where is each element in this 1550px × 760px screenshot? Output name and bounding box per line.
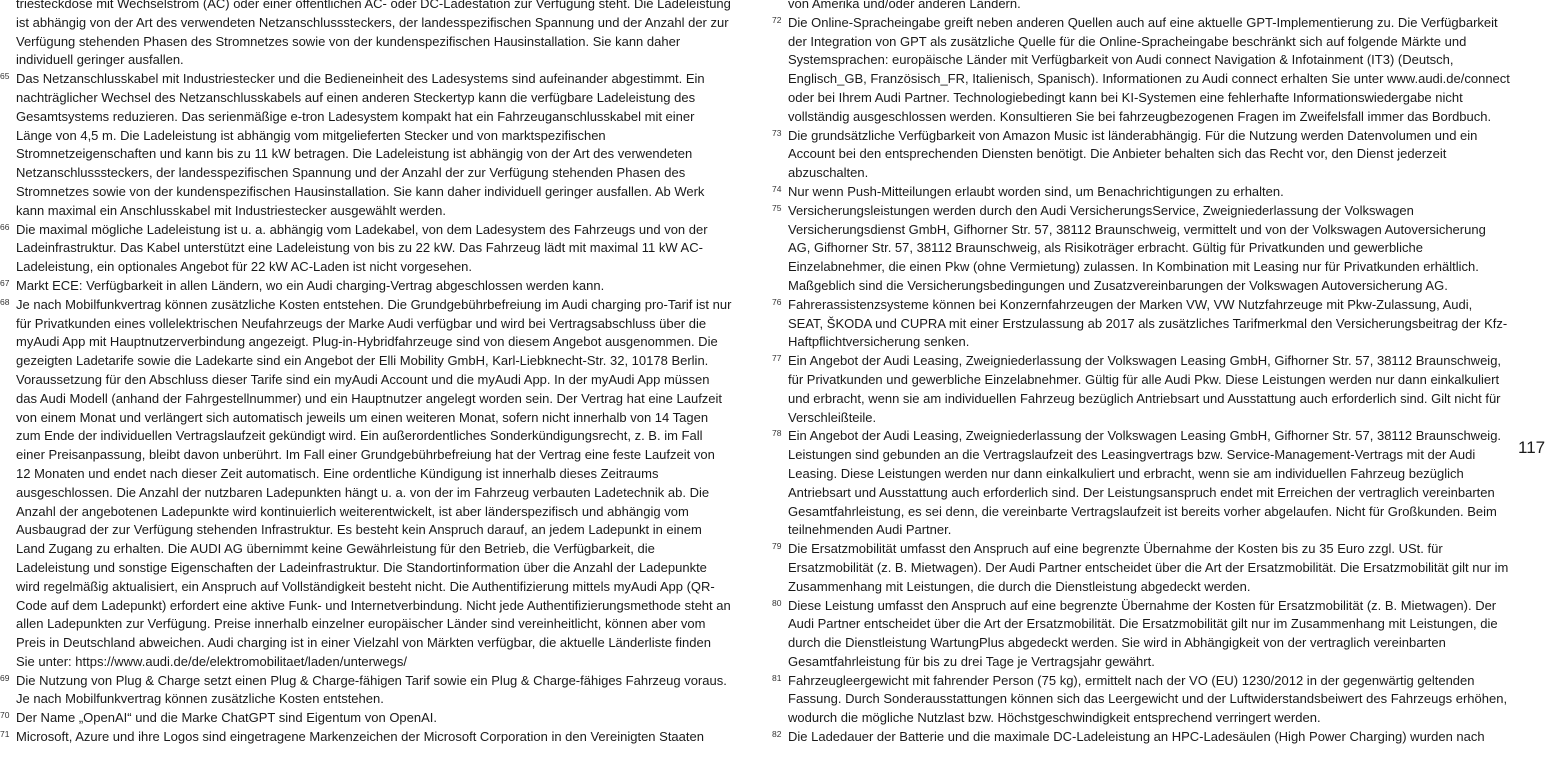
footnote-continuation: von Amerika und/oder anderen Ländern. — [788, 0, 1021, 11]
footnote-number: 75 — [772, 202, 782, 213]
footnote-68 — [0, 296, 732, 672]
footnote-text: Diese Leistung umfasst den Anspruch auf eine begrenzte Übernahme der Kosten für Ersatzmobilität (z. B. Mietwagen). Der Audi Partner entscheidet über die Art der Ersatzmobilität. Die Ersatzmobilität gilt nur im Zusammenhang mit Leistungen, die durch die Dienstleistung WartungPlus abgedeckt werden. Sie wird in Abhängigkeit von der vertraglich vereinbarten Gesamtfahrleistung für bis zu drei Tage je Vertragsjahr gewährt. — [788, 597, 1498, 669]
footnote-text: Je nach Mobilfunkvertrag können zusätzliche Kosten entstehen. Die Grundgebührbefreiung im Audi charging pro-Tarif ist nur für Privatkunden eines vollelektrischen Neufahrzeugs der Marke Audi verfügbar und wird bei Vertragsabschluss über die myAudi App mit Hauptnutzerverbindung angezeigt. Plug-in-Hybridfahrzeuge sind von diesem Angebot ausgenommen. Die gezeigten Ladetarife sowie die Ladekarte sind ein Angebot der Elli Mobility GmbH, Karl-Liebknecht-Str. 32, 10178 Berlin. Voraussetzung für den Abschluss dieser Tarife sind ein myAudi Account und die myAudi App. In der myAudi App müssen das Audi Modell (anhand der Fahrgestellnummer) und ein Hauptnutzer angelegt worden sein. Der Vertrag hat eine Laufzeit von einem Monat und verlängert sich automatisch jeweils um einen weiteren Monat, sofern nicht innerhalb von 14 Tagen zum Ende der individuellen Vertragslaufzeit gekündigt wird. Ein außerordentliches Sonderkündigungsrecht, z. B. im Fall einer Preisanpassung, bleibt davon unberührt. Im Fall einer Grundgebührbefreiung hat der Vertrag eine feste Laufzeit von 12 Monaten und endet nach dieser Zeit automatisch. Eine ordentliche Kündigung ist innerhalb dieses Zeitraums ausgeschlossen. Die Anzahl der nutzbaren Ladepunkten hängt u. a. von der im Fahrzeug verbauten Ladetechnik ab. Die Anzahl der angebotenen Ladepunkte wird kontinuierlich weiterentwickelt, ist aber länderspezifisch und abhängig vom Ausbaugrad der zur Verfügung stehenden Infrastruktur. Es besteht kein Anspruch darauf, an jedem Ladepunkt in einem Land Zugang zu erhalten. Die AUDI AG übernimmt keine Gewährleistung für den Betrieb, die Verfügbarkeit, die Ladeleistung und sonstige Eigenschaften der Ladeinfrastruktur. Die Standortinformation über die Anzahl der Ladepunkte wird regelmäßig aktualisiert, ein Anspruch auf Vollständigkeit besteht nicht. Die Authentifizierung mittels myAudi App (QR-Code auf dem Ladepunkt) erfordert eine aktive Funk- und Internetverbindung. Nicht jede Authentifizierungsmethode steht an allen Ladepunkten zur Verfügung. Preise innerhalb einzelner europäischer Länder sind vereinheitlicht, können aber vom Preis in Deutschland abweichen. Audi charging ist in einer Vielzahl von Märkten verfügbar, die aktuelle Länderliste finden Sie unter: https://www.audi.de/de/elektromobilitaet/laden/unterwegs/ — [16, 296, 732, 669]
footnote-text: Die grundsätzliche Verfügbarkeit von Amazon Music ist länderabhängig. Für die Nutzung werden Datenvolumen und ein Account bei den entsprechenden Diensten benötigt. Die Anbieter behalten sich das Recht vor, den Dienst jederzeit abzuschalten. — [788, 127, 1478, 181]
footnote-number: 73 — [772, 127, 782, 138]
footnote-text: Fahrzeugleergewicht mit fahrender Person (75 kg), ermittelt nach der VO (EU) 1230/2012 in der gegenwärtig geltenden Fassung. Durch Sonderausstattungen können sich das Leergewicht und der Luftwiderstandsbeiwert des Fahrzeugs erhöhen, wodurch die mögliche Nutzlast bzw. Höchstgeschwindigkeit entsprechend verringert werden. — [788, 672, 1508, 726]
footnote-continuation: triesteckdose mit Wechselstrom (AC) oder einer öffentlichen AC- oder DC-Ladestation zur Verfügung steht. Die Ladeleistung ist abhängig von der Art des verwendeten Netzanschlusssteckers, der landesspezifischen Spannung und der Anzahl der zur Verfügung stehenden Phasen des Stromnetzes sowie von der kundenspezifischen Hausinstallation. Sie kann daher individuell geringer ausfallen. — [16, 0, 731, 68]
footnote-69 — [0, 672, 732, 710]
footnote-number: 68 — [0, 296, 10, 307]
footnote-70 — [0, 709, 732, 728]
footnote-text: Die maximal mögliche Ladeleistung ist u. a. abhängig vom Ladekabel, von dem Ladesystem des Fahrzeugs und von der Ladeinfrastruktur. Das Kabel unterstützt eine Ladeleistung von bis zu 22 kW. Das Fahrzeug lädt mit maximal 11 kW AC-Ladeleistung, ein optionales Angebot für 22 kW AC-Laden ist nicht vorgesehen. — [16, 221, 708, 275]
footnote-number: 81 — [772, 672, 782, 683]
footnote-number: 66 — [0, 221, 10, 232]
footnote-text: Die Online-Spracheingabe greift neben anderen Quellen auch auf eine aktuelle GPT-Implementierung zu. Die Verfügbarkeit der Integration von GPT als zusätzliche Quelle für die Online-Spracheingabe beschränkt sich auf folgende Märkte und Systemsprachen: europäische Länder mit Verfügbarkeit von Audi connect Navigation & Infotainment (IT3) (Deutsch, Englisch_GB, Französisch_FR, Italienisch, Spanisch). Informationen zu Audi connect erhalten Sie unter www.audi.de/connect oder bei Ihrem Audi Partner. Technologiebedingt kann bei KI-Systemen eine fehlerhafte Informationswiedergabe nicht vollständig ausgeschlossen werden. Konsultieren Sie bei fahrzeugbezogenen Fragen im Zweifelsfall immer das Bordbuch. — [788, 14, 1510, 124]
footnote-73 — [772, 127, 1510, 183]
footnote-text: Ein Angebot der Audi Leasing, Zweigniederlassung der Volkswagen Leasing GmbH, Gifhorner Str. 57, 38112 Braunschweig, für Privatkunden und gewerbliche Einzelabnehmer. Gültig für alle Audi Pkw. Diese Leistungen werden nur dann einkalkuliert und erbracht, wenn sie am individuellen Fahrzeug bezüglich Antriebsart und Ausstattung auch erforderlich sind. Gilt nicht für Verschleißteile. — [788, 353, 1502, 425]
footnote-number: 65 — [0, 71, 10, 82]
footnote-number: 71 — [0, 729, 10, 740]
footnote-text: Markt ECE: Verfügbarkeit in allen Ländern, wo ein Audi charging-Vertrag abgeschlossen werden kann. — [16, 277, 605, 293]
footnote-text: Der Name „OpenAI“ und die Marke ChatGPT sind Eigentum von OpenAI. — [16, 710, 438, 726]
page-number: 117 — [1518, 438, 1546, 457]
footnote-76 — [772, 296, 1510, 352]
footnote-text: Ein Angebot der Audi Leasing, Zweigniederlassung der Volkswagen Leasing GmbH, Gifhorner Str. 57, 38112 Braunschweig. Leistungen sind gebunden an die Vertragslaufzeit des Leasingvertrags bzw. Service-Management-Vertrags mit der Audi Leasing. Diese Leistungen werden nur dann einkalkuliert und erbracht, wenn sie am individuellen Fahrzeug bezüglich Antriebsart und Ausstattung auch erforderlich sind. Der Leistungsanspruch endet mit Erreichen der vertraglich vereinbarten Gesamtfahrleistung, es sei denn, die vereinbarte Vertragslaufzeit ist bereits vorher abgelaufen. Nicht für Großkunden. Beim teilnehmenden Audi Partner. — [788, 428, 1502, 538]
footnote-75 — [772, 202, 1510, 296]
right-column — [772, 0, 1510, 747]
footnote-78 — [772, 427, 1510, 540]
footnote-number: 67 — [0, 277, 10, 288]
footnote-79 — [772, 540, 1510, 596]
footnote-77 — [772, 352, 1510, 427]
footnote-65 — [0, 70, 732, 220]
footnote-74 — [772, 183, 1510, 202]
footnote-67 — [0, 277, 732, 296]
footnote-number: 82 — [772, 729, 782, 740]
footnote-number: 74 — [772, 183, 782, 194]
footnote-71 — [0, 728, 732, 747]
footnote-list — [0, 70, 732, 747]
footnote-text: Die Ladedauer der Batterie und die maximale DC-Ladeleistung an HPC-Ladesäulen (High Power Charging) wurden nach — [788, 729, 1485, 745]
footnote-number: 79 — [772, 541, 782, 552]
footnote-number: 78 — [772, 428, 782, 439]
footnote-text: Die Ersatzmobilität umfasst den Anspruch auf eine begrenzte Übernahme der Kosten bis zu 35 Euro zzgl. USt. für Ersatzmobilität (z. B. Mietwagen). Der Audi Partner entscheidet über die Art der Ersatzmobilität. Die Ersatzmobilität gilt nur im Zusammenhang mit Leistungen, die durch die Dienstleistung abgedeckt werden. — [788, 541, 1509, 594]
footnote-number: 77 — [772, 353, 782, 364]
footnote-number: 70 — [0, 710, 10, 721]
footnote-text: Microsoft, Azure und ihre Logos sind eingetragene Markenzeichen der Microsoft Corporation in den Vereinigten Staaten — [16, 729, 704, 745]
footnote-text: Fahrerassistenzsysteme können bei Konzernfahrzeugen der Marken VW, VW Nutzfahrzeuge mit Pkw-Zulassung, Audi, SEAT, ŠKODA und CUPRA mit einer Erstzulassung ab 2017 als zusätzliches Tarifmerkmal den Versicherungsbeitrag der Kfz-Haftpflichtversicherung senken. — [788, 296, 1508, 350]
footnote-72 — [772, 14, 1510, 127]
footnote-text: Versicherungsleistungen werden durch den Audi VersicherungsService, Zweigniederlassung der Volkswagen Versicherungsdienst GmbH, Gifhorner Str. 57, 38112 Braunschweig, vermittelt und von der Volkswagen Autoversicherung AG, Gifhorner Str. 57, 38112 Braunschweig, als Risikoträger erbracht. Gültig für Privatkunden und gewerbliche Einzelabnehmer, die einen Pkw (ohne Vermietung) zulassen. In Kombination mit Leasing nur für Privatkunden erhältlich. Maßgeblich sind die Versicherungsbedingungen und Zusatzvereinbarungen der Volkswagen Autoversicherung AG. — [788, 202, 1486, 293]
footnote-number: 72 — [772, 14, 782, 25]
footnote-81 — [772, 672, 1510, 728]
footnote-number: 76 — [772, 296, 782, 307]
footnote-list — [772, 14, 1510, 747]
footnote-text: Das Netzanschlusskabel mit Industriestecker und die Bedieneinheit des Ladesystems sind aufeinander abgestimmt. Ein nachträglicher Wechsel des Netzanschlusskabels auf einen anderen Steckertyp kann die verfügbare Ladeleistung des Gesamtsystems reduzieren. Das serienmäßige e-tron Ladesystem kompakt hat ein Fahrzeuganschlusskabel mit einer Länge von 4,5 m. Die Ladeleistung ist abhängig vom mitgelieferten Stecker und von marktspezifischen Stromnetzeigenschaften und kann bis zu 11 kW betragen. Die Ladeleistung ist abhängig von der Art des verwendeten Netzanschlusssteckers, der landesspezifischen Spannung und der Anzahl der zur Verfügung stehenden Phasen des Stromnetzes sowie von der kundenspezifischen Hausinstallation. Sie kann daher individuell geringer ausfallen. Ab Werk kann maximal ein Anschlusskabel mit Industriestecker ausgewählt werden. — [16, 71, 705, 218]
footnote-82 — [772, 728, 1510, 747]
footnote-text: Die Nutzung von Plug & Charge setzt einen Plug & Charge-fähigen Tarif sowie ein Plug & Charge-fähiges Fahrzeug voraus. Je nach Mobilfunkvertrag können zusätzliche Kosten entstehen. — [16, 672, 727, 707]
footnote-80 — [772, 597, 1510, 672]
footnote-66 — [0, 221, 732, 277]
footnote-text: Nur wenn Push-Mitteilungen erlaubt worden sind, um Benachrichtigungen zu erhalten. — [788, 183, 1284, 199]
footnote-number: 69 — [0, 672, 10, 683]
footnote-number: 80 — [772, 597, 782, 608]
left-column — [0, 0, 732, 747]
